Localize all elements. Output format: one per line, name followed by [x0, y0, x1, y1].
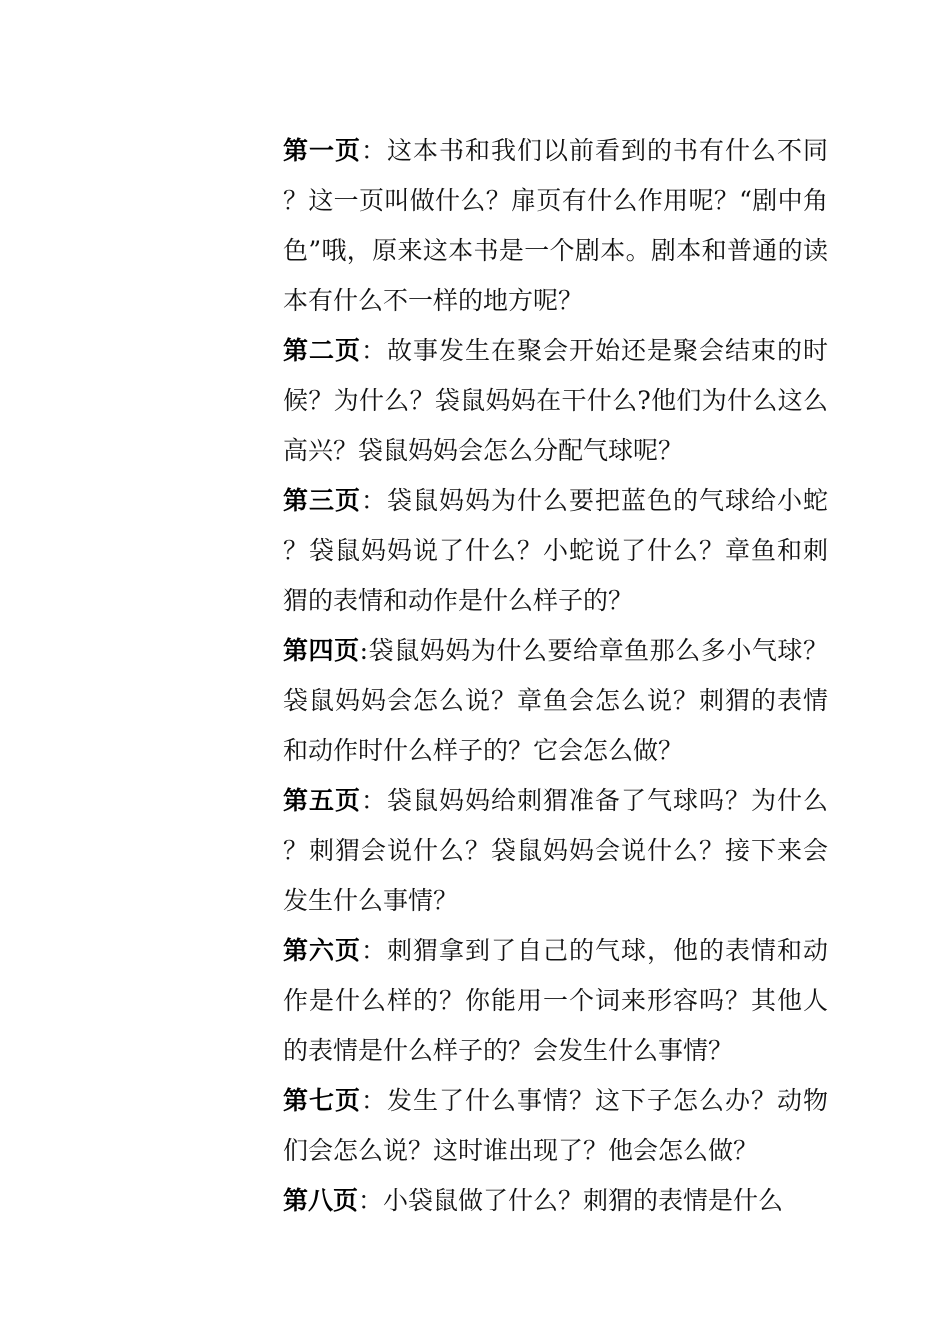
paragraph-separator: ： [361, 486, 387, 515]
paragraph-text: 故事发生在聚会开始还是聚会结束的时候？为什么？袋鼠妈妈在干什么?他们为什么这么高兴？袋鼠妈妈会怎么分配气球呢？ [283, 336, 828, 465]
paragraph-separator: ： [361, 786, 387, 815]
paragraph-text: 发生了什么事情？这下子怎么办？动物们会怎么说？这时谁出现了？他会怎么做？ [283, 1086, 828, 1165]
paragraph-label: 第六页 [283, 936, 361, 965]
paragraph-separator: ： [358, 1186, 384, 1215]
paragraph-label: 第七页 [283, 1086, 361, 1115]
paragraph-separator: ： [361, 336, 387, 365]
paragraph-page-7 [283, 1076, 828, 1176]
paragraph-text: 小袋鼠做了什么？刺猬的表情是什么 [383, 1186, 784, 1215]
paragraph-text: 刺猬拿到了自己的气球，他的表情和动作是什么样的？你能用一个词来形容吗？其他人的表情是什么样子的？会发生什么事情？ [283, 936, 828, 1065]
paragraph-separator: ： [361, 136, 387, 165]
paragraph-text: 袋鼠妈妈给刺猬准备了气球吗？为什么？刺猬会说什么？袋鼠妈妈会说什么？接下来会发生什么事情？ [283, 786, 828, 915]
paragraph-text: 这本书和我们以前看到的书有什么不同？这一页叫做什么？扉页有什么作用呢？“剧中角色”哦，原来这本书是一个剧本。剧本和普通的读本有什么不一样的地方呢？ [283, 136, 828, 315]
paragraph-text: 袋鼠妈妈为什么要给章鱼那么多小气球？袋鼠妈妈会怎么说？章鱼会怎么说？刺猬的表情和动作时什么样子的？它会怎么做？ [283, 636, 828, 765]
paragraph-separator: ： [361, 936, 387, 965]
paragraph-page-4 [283, 626, 828, 776]
paragraph-text: 袋鼠妈妈为什么要把蓝色的气球给小蛇？袋鼠妈妈说了什么？小蛇说了什么？章鱼和刺猬的表情和动作是什么样子的？ [283, 486, 828, 615]
paragraph-label: 第五页 [283, 786, 361, 815]
paragraph-page-8 [283, 1176, 828, 1226]
paragraph-page-6 [283, 926, 828, 1076]
paragraph-separator: ： [361, 1086, 387, 1115]
paragraph-label: 第三页 [283, 486, 361, 515]
paragraph-label: 第一页 [283, 136, 361, 165]
paragraph-separator: : [359, 636, 369, 665]
paragraph-page-3 [283, 476, 828, 626]
paragraph-label: 第二页 [283, 336, 361, 365]
paragraph-label: 第八页 [283, 1186, 359, 1215]
document-body [283, 126, 828, 1226]
paragraph-page-5 [283, 776, 828, 926]
paragraph-page-1 [283, 126, 828, 326]
paragraph-label: 第四页 [283, 636, 360, 665]
paragraph-page-2 [283, 326, 828, 476]
